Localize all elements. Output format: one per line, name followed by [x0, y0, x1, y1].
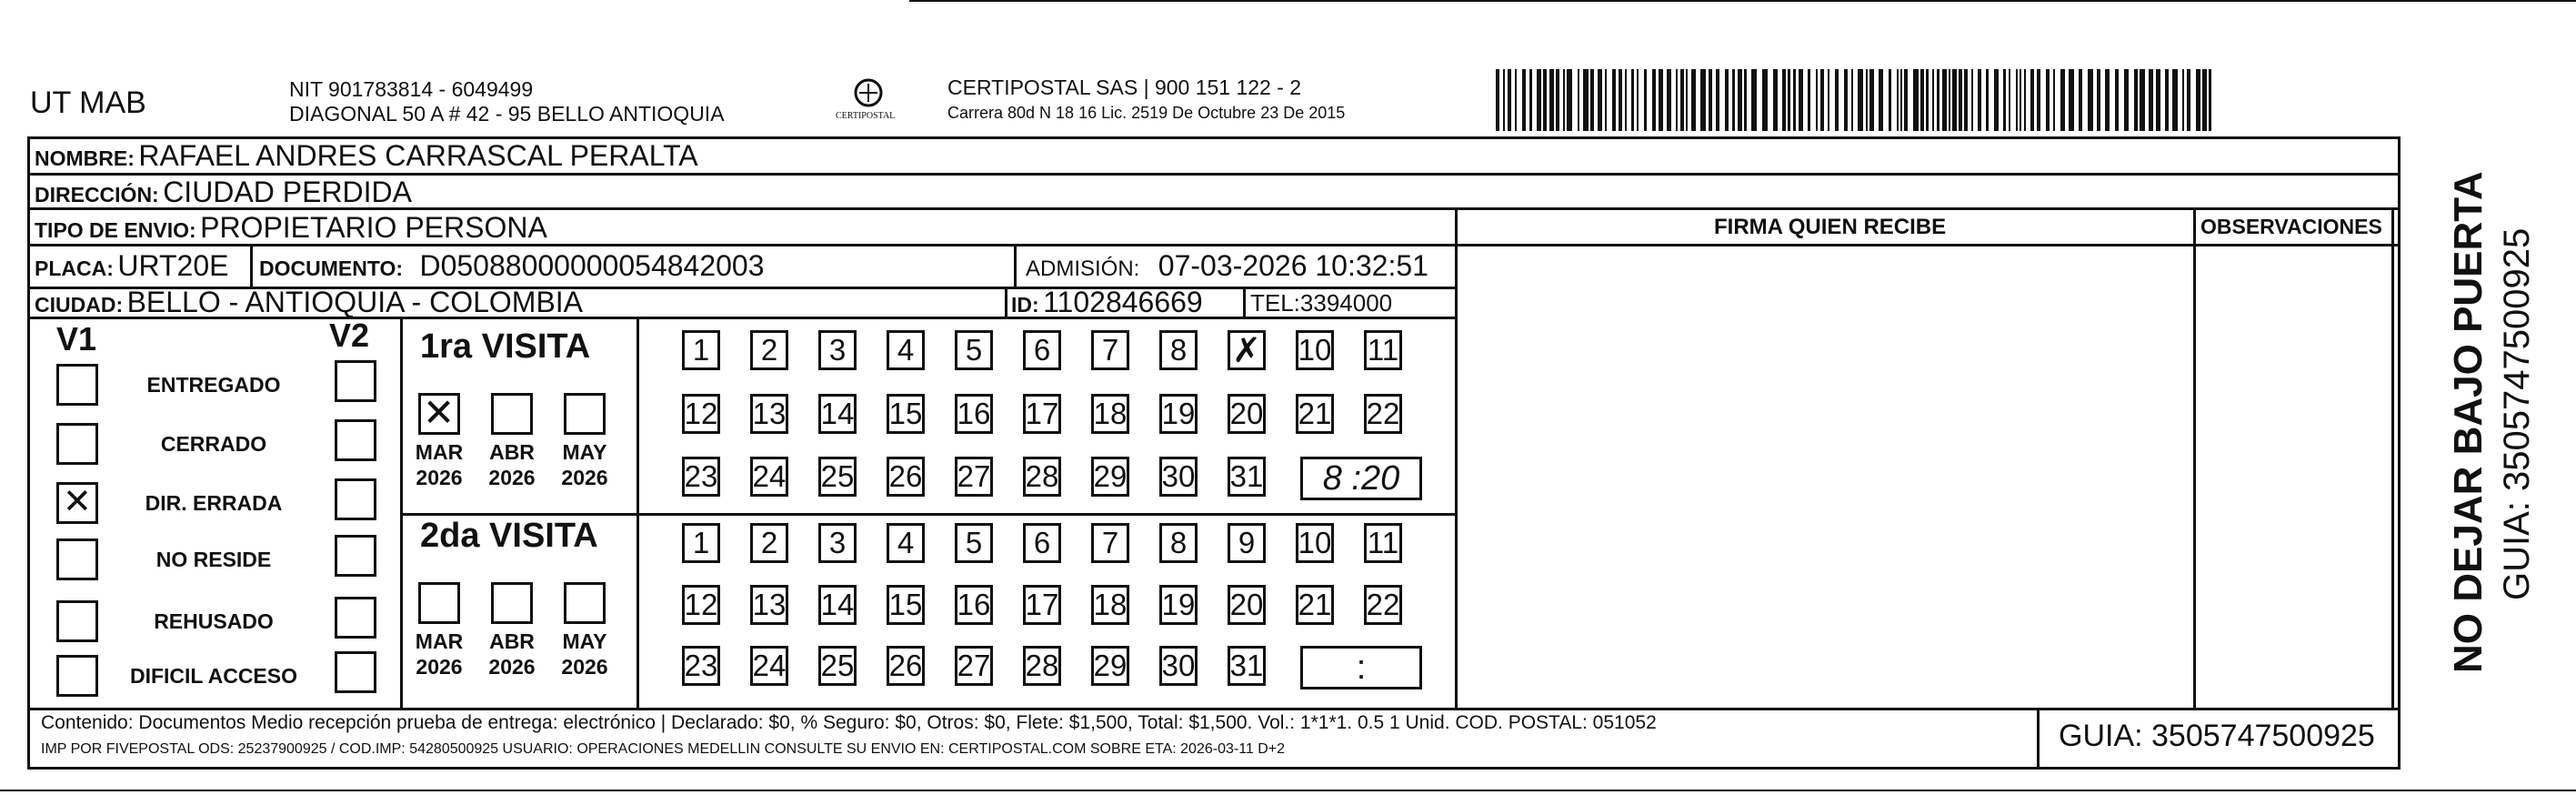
tel-value: 3394000 [1299, 289, 1393, 317]
v2-checkbox[interactable] [335, 535, 376, 577]
sender-address: DIAGONAL 50 A # 42 - 95 BELLO ANTIOQUIA [289, 102, 725, 126]
firma-label: FIRMA QUIEN RECIBE [1714, 215, 1947, 239]
day-box[interactable] [887, 330, 925, 370]
day-number: 4 [897, 526, 915, 559]
documento-row [259, 249, 765, 283]
day-box[interactable] [1228, 394, 1266, 434]
v1-checkbox[interactable] [56, 482, 98, 524]
day-number: 7 [1101, 333, 1119, 367]
tipo-envio-label: TIPO DE ENVIO: [35, 218, 196, 242]
footer-col-divider [2037, 709, 2040, 770]
side-guia: GUIA: 3505747500925 [2497, 227, 2537, 600]
day-number: 5 [965, 526, 983, 559]
v2-checkbox[interactable] [335, 360, 376, 402]
company-name: CERTIPOSTAL SAS | 900 151 122 - 2 [947, 75, 1302, 99]
id-row [1011, 286, 1203, 319]
day-number: 18 [1093, 588, 1128, 621]
visit2-title: 2da VISITA [420, 517, 598, 555]
day-number: 17 [1025, 397, 1059, 430]
day-number: 19 [1161, 588, 1196, 621]
v2-label: V2 [329, 317, 370, 354]
day-number: 1 [692, 526, 710, 559]
check-mark-icon: ✕ [63, 481, 92, 521]
day-number: 10 [1298, 526, 1332, 559]
documento-label: DOCUMENTO: [259, 257, 404, 280]
v2-checkbox[interactable] [335, 478, 376, 520]
day-number: 28 [1025, 649, 1059, 682]
day-number: 18 [1093, 397, 1128, 430]
month-year: 2026 [561, 466, 608, 489]
nombre-label: NOMBRE: [35, 146, 135, 170]
col-divider [1455, 207, 1458, 709]
day-number: 20 [1229, 588, 1264, 621]
day-number: 19 [1161, 397, 1196, 430]
day-number: 27 [957, 649, 991, 682]
day-box[interactable] [1091, 523, 1129, 563]
day-box[interactable] [1159, 523, 1198, 563]
day-number: 30 [1161, 649, 1196, 682]
day-box[interactable] [750, 457, 788, 497]
observaciones-label: OBSERVACIONES [2200, 215, 2382, 238]
day-number: 2 [760, 526, 778, 559]
col-divider [2193, 207, 2196, 709]
imp-text: IMP POR FIVEPOSTAL ODS: 25237900925 / COD.IMP: 54280500925 USUARIO: OPERACIONES MEDELLIN CONSULTE SU ENVIO EN: CERTIPOSTAL.COM SOBRE ETA: 2026-03-11 D+2 [41, 741, 1286, 757]
day-box[interactable] [1228, 330, 1266, 370]
day-number: 29 [1093, 649, 1128, 682]
day-box[interactable] [1296, 585, 1334, 625]
day-box[interactable] [750, 330, 788, 370]
day-box[interactable] [1023, 394, 1061, 434]
day-box[interactable] [1023, 646, 1061, 686]
day-box[interactable] [955, 457, 993, 497]
day-number: 3 [828, 333, 847, 367]
day-box[interactable] [1091, 646, 1129, 686]
month-year: 2026 [561, 655, 608, 679]
day-number: 4 [897, 333, 915, 367]
month-checkbox-may[interactable] [564, 393, 606, 435]
day-box[interactable] [750, 585, 788, 625]
v1-checkbox[interactable] [56, 655, 98, 697]
day-box[interactable] [682, 523, 720, 563]
day-number: 8 [1169, 526, 1188, 559]
day-number: 29 [1093, 459, 1128, 493]
day-box[interactable] [955, 523, 993, 563]
day-box[interactable] [1159, 646, 1198, 686]
admision-value: 07-03-2026 10:32:51 [1158, 249, 1428, 282]
day-number: 15 [888, 397, 923, 430]
day-number: 31 [1229, 459, 1264, 493]
col-divider [1014, 246, 1017, 289]
day-box[interactable] [818, 523, 857, 563]
placa-value: URT20E [117, 249, 229, 282]
day-box[interactable] [1228, 585, 1266, 625]
day-number: 1 [692, 333, 710, 367]
month-year: 2026 [416, 466, 463, 489]
certipostal-logo [832, 73, 905, 127]
day-box[interactable] [1159, 585, 1198, 625]
month-name: MAR [415, 440, 464, 464]
day-box[interactable] [955, 394, 993, 434]
footer-divider [27, 708, 2401, 710]
day-box[interactable] [955, 585, 993, 625]
day-box[interactable] [1023, 457, 1061, 497]
day-number: 12 [684, 397, 718, 430]
col-divider [250, 246, 253, 289]
col-divider [1243, 287, 1246, 319]
id-value: 1102846669 [1043, 286, 1203, 318]
day-number: 16 [957, 588, 991, 621]
tel-label: TEL: [1250, 289, 1300, 317]
company-license: Carrera 80d N 18 16 Lic. 2519 De Octubre 23 De 2015 [947, 104, 1346, 122]
day-number: 24 [752, 649, 787, 682]
day-box[interactable] [818, 585, 857, 625]
admision-label: ADMISIÓN: [1026, 257, 1140, 281]
day-number: 9 [1238, 526, 1256, 559]
time-box[interactable]: 8 :20 [1300, 457, 1422, 500]
day-box[interactable] [818, 394, 857, 434]
day-number: 11 [1367, 526, 1399, 559]
day-box[interactable] [682, 457, 720, 497]
day-box[interactable] [1091, 585, 1129, 625]
top-edge [909, 0, 2576, 2]
day-box[interactable] [1159, 330, 1198, 370]
day-number: 25 [820, 459, 855, 493]
day-number: 8 [1169, 333, 1188, 367]
day-box[interactable] [887, 585, 925, 625]
day-number: 23 [684, 459, 718, 493]
day-number: 30 [1161, 459, 1196, 493]
day-number: 22 [1366, 397, 1400, 430]
day-number: 17 [1025, 588, 1059, 621]
day-box[interactable] [682, 330, 720, 370]
month-name: ABR [489, 440, 535, 464]
day-number: 23 [684, 649, 718, 682]
tipo-envio-row [35, 211, 547, 245]
day-number: 6 [1033, 333, 1051, 367]
day-box[interactable] [818, 457, 857, 497]
day-number: 25 [820, 649, 855, 682]
check-mark-icon: ✕ [423, 390, 456, 435]
bottom-edge [0, 790, 2576, 791]
month-checkbox-mar[interactable] [418, 390, 460, 435]
barcode-icon [1496, 69, 2223, 133]
day-number: 15 [888, 588, 923, 621]
v1-checkbox[interactable] [56, 364, 98, 406]
status-option-label: REHUSADO [154, 609, 274, 633]
sender-code: UT MAB [30, 86, 146, 120]
day-box[interactable] [1296, 394, 1334, 434]
nit-text: NIT 901783814 - 6049499 [289, 77, 534, 101]
day-mark-icon: ✗ [1232, 330, 1261, 370]
day-box[interactable] [818, 330, 857, 370]
month-year: 2026 [416, 655, 463, 679]
v2-checkbox[interactable] [335, 597, 376, 639]
admision-row [1026, 249, 1428, 283]
day-number: 14 [820, 397, 855, 430]
day-number: 21 [1298, 397, 1332, 430]
v1-checkbox[interactable] [56, 600, 98, 642]
day-number: 10 [1298, 333, 1332, 367]
status-option-label: NO RESIDE [155, 548, 272, 571]
day-box[interactable] [1296, 523, 1334, 563]
nombre-value: RAFAEL ANDRES CARRASCAL PERALTA [138, 139, 698, 172]
tipo-envio-value: PROPIETARIO PERSONA [200, 211, 547, 244]
footer-guia: GUIA: 3505747500925 [2059, 719, 2375, 753]
month-year: 2026 [488, 655, 536, 679]
day-box[interactable] [1023, 330, 1061, 370]
ciudad-label: CIUDAD: [35, 293, 124, 317]
day-box[interactable] [682, 646, 720, 686]
day-number: 26 [888, 649, 923, 682]
day-number: 11 [1367, 333, 1399, 367]
col-divider [2391, 207, 2394, 709]
time-box[interactable]: : [1300, 646, 1422, 689]
day-box[interactable] [818, 646, 857, 686]
v2-checkbox[interactable] [335, 651, 376, 693]
day-box[interactable] [1023, 585, 1061, 625]
tel-row [1250, 289, 1392, 317]
day-number: 14 [820, 588, 855, 621]
day-box[interactable] [750, 394, 788, 434]
day-box[interactable] [750, 646, 788, 686]
day-box[interactable] [887, 394, 925, 434]
nombre-row [35, 139, 698, 173]
month-name: MAY [562, 629, 607, 653]
day-number: 22 [1366, 588, 1400, 621]
side-warning: NO DEJAR BAJO PUERTA [2446, 171, 2491, 673]
v2-checkbox[interactable] [335, 419, 376, 461]
day-box[interactable] [1228, 523, 1266, 563]
day-box[interactable] [1091, 457, 1129, 497]
month-checkbox-abr[interactable] [491, 582, 533, 624]
day-box[interactable] [1159, 394, 1198, 434]
day-number: 31 [1229, 649, 1264, 682]
day-box[interactable] [1228, 646, 1266, 686]
day-box[interactable] [750, 523, 788, 563]
day-number: 24 [752, 459, 787, 493]
placa-row [35, 249, 228, 283]
month-checkbox-may[interactable] [564, 582, 606, 624]
contenido-text: Contenido: Documentos Medio recepción prueba de entrega: electrónico | Declarado: $0, % Seguro: $0, Otros: $0, Flete: $1,500, Total: $1,500. Vol.: 1*1*1. 0.5 1 Unid. COD. POSTAL: 051052 [41, 712, 1657, 733]
logo-text: CERTIPOSTAL [836, 111, 896, 121]
day-number: 13 [752, 588, 787, 621]
day-number: 7 [1101, 526, 1119, 559]
v1-checkbox[interactable] [56, 423, 98, 465]
direccion-label: DIRECCIÓN: [35, 183, 159, 206]
day-box[interactable] [1091, 330, 1129, 370]
day-number: 26 [888, 459, 923, 493]
v1-label: V1 [56, 320, 97, 357]
day-number: 5 [965, 333, 983, 367]
day-box[interactable] [955, 646, 993, 686]
ciudad-value: BELLO - ANTIOQUIA - COLOMBIA [126, 286, 584, 318]
placa-label: PLACA: [35, 257, 114, 280]
day-box[interactable] [682, 394, 720, 434]
col-divider [1005, 287, 1007, 319]
day-box[interactable] [887, 457, 925, 497]
day-number: 16 [957, 397, 991, 430]
direccion-row [35, 176, 412, 209]
month-checkbox-mar[interactable] [418, 582, 460, 624]
day-box[interactable] [1364, 394, 1402, 434]
day-box[interactable] [1364, 585, 1402, 625]
day-number: 6 [1033, 526, 1051, 559]
day-box[interactable] [1023, 523, 1061, 563]
month-name: ABR [489, 629, 535, 653]
day-box[interactable] [1159, 457, 1198, 497]
month-year: 2026 [488, 466, 536, 489]
day-box[interactable] [1091, 394, 1129, 434]
status-option-label: DIFICIL ACCESO [129, 664, 297, 688]
ciudad-row [35, 286, 583, 319]
status-option-label: DIR. ERRADA [145, 491, 283, 515]
day-number: 20 [1229, 397, 1264, 430]
firma-divider [1458, 244, 2394, 247]
month-name: MAR [415, 629, 464, 653]
visit1-title: 1ra VISITA [420, 327, 591, 366]
status-option-label: ENTREGADO [146, 373, 281, 397]
v1-checkbox[interactable] [56, 538, 98, 580]
day-box[interactable] [955, 330, 993, 370]
day-number: 3 [828, 526, 847, 559]
day-box[interactable] [1228, 457, 1266, 497]
status-option-label: CERRADO [160, 432, 267, 456]
day-number: 2 [760, 333, 778, 367]
day-box[interactable] [1364, 330, 1402, 370]
day-number: 21 [1298, 588, 1332, 621]
month-checkbox-abr[interactable] [491, 393, 533, 435]
documento-value: D05088000000054842003 [419, 249, 765, 282]
month-name: MAY [562, 440, 607, 464]
id-label: ID: [1011, 293, 1039, 317]
day-box[interactable] [682, 585, 720, 625]
visit-divider [400, 513, 1458, 516]
day-box[interactable] [887, 523, 925, 563]
day-box[interactable] [1296, 330, 1334, 370]
day-number: 28 [1025, 459, 1059, 493]
day-number: 13 [752, 397, 787, 430]
day-number: 12 [684, 588, 718, 621]
day-number: 27 [957, 459, 991, 493]
direccion-value: CIUDAD PERDIDA [163, 176, 412, 208]
day-box[interactable] [1364, 523, 1402, 563]
day-box[interactable] [887, 646, 925, 686]
